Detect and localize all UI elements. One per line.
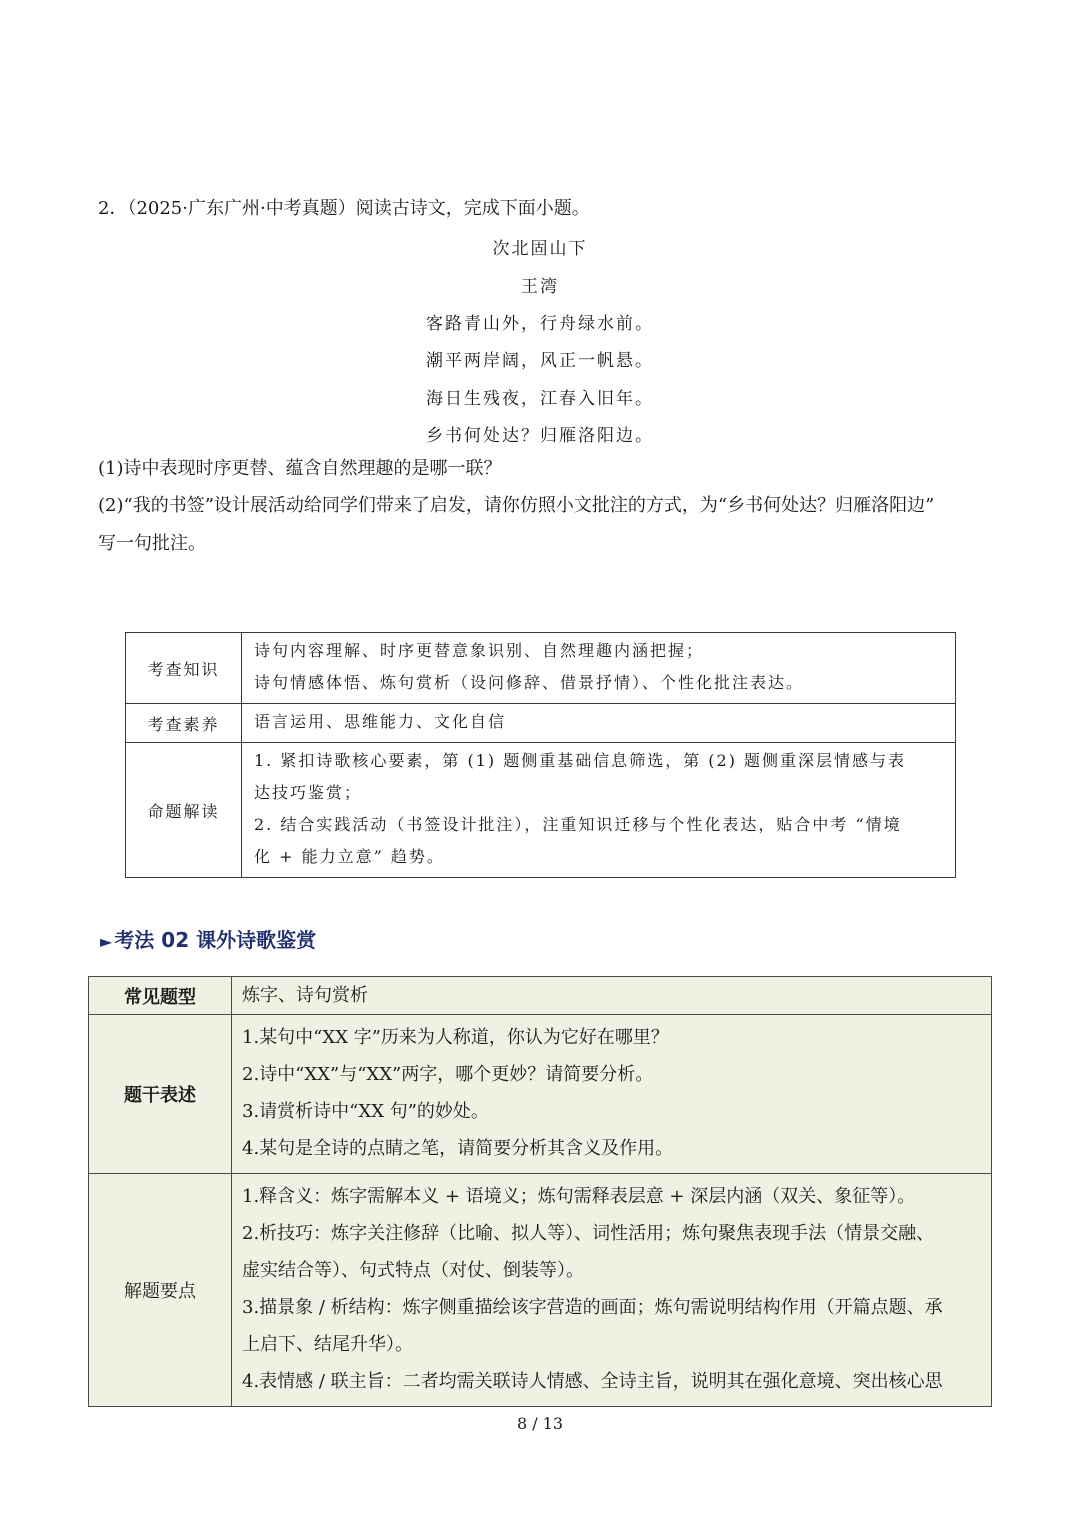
table-row <box>89 1174 992 1407</box>
content-line: 1.某句中“XX 字”历来为人称道，你认为它好在哪里？ <box>242 1027 669 1048</box>
poem-line: 潮平两岸阔，风正一帆悬。 <box>426 351 654 371</box>
row-label: 考查素养 <box>126 704 242 743</box>
row-content <box>242 633 956 704</box>
table-row <box>89 977 992 1015</box>
content-line: 4.表情感 / 联主旨：二者均需关联诗人情感、全诗主旨，说明其在强化意境、突出核心思 <box>242 1371 943 1392</box>
table-row <box>126 743 956 878</box>
poem-title: 次北固山下 <box>492 239 588 259</box>
sub-question-2-cont: 写一句批注。 <box>98 533 206 554</box>
content-line: 4.某句是全诗的点睛之笔，请简要分析其含义及作用。 <box>242 1138 674 1159</box>
triangle-marker-icon: ► <box>100 932 113 951</box>
analysis-table <box>125 632 956 878</box>
sub-question-2: (2)“我的书签”设计展活动给同学们带来了启发，请你仿照小文批注的方式，为“乡书何处达？归雁洛阳边” <box>98 495 935 516</box>
row-label: 命题解读 <box>126 743 242 878</box>
content-line: 3.请赏析诗中“XX 句”的妙处。 <box>242 1101 489 1122</box>
content-line: 诗句情感体悟、炼句赏析（设问修辞、借景抒情）、个性化批注表达。 <box>254 673 805 692</box>
poem-line: 海日生残夜，江春入旧年。 <box>426 389 654 409</box>
content-line: 虚实结合等）、句式特点（对仗、倒装等）。 <box>242 1260 584 1281</box>
row-label: 解题要点 <box>89 1174 232 1407</box>
row-content <box>242 743 956 878</box>
sub-question-1: (1)诗中表现时序更替、蕴含自然理趣的是哪一联？ <box>98 458 502 479</box>
question-header: 2．（2025·广东广州·中考真题）阅读古诗文，完成下面小题。 <box>98 198 590 219</box>
content-line: 3.描景象 / 析结构：炼字侧重描绘该字营造的画面；炼句需说明结构作用（开篇点题、承 <box>242 1297 943 1318</box>
poem-line: 乡书何处达？归雁洛阳边。 <box>426 426 654 446</box>
row-label: 考查知识 <box>126 633 242 704</box>
row-content <box>242 704 956 743</box>
content-line: 2. 结合实践活动（书签设计批注），注重知识迁移与个性化表达，贴合中考 “情境 <box>254 815 902 834</box>
content-line: 1. 紧扣诗歌核心要素，第 (1) 题侧重基础信息筛选，第 (2) 题侧重深层情感与表 <box>254 751 907 770</box>
poem-line: 客路青山外，行舟绿水前。 <box>426 314 654 334</box>
content-line: 语言运用、思维能力、文化自信 <box>254 712 507 731</box>
content-line: 上启下、结尾升华）。 <box>242 1334 413 1355</box>
section-title-text: 考法 02 课外诗歌鉴赏 <box>114 928 317 952</box>
row-content <box>232 977 992 1015</box>
page-indicator: 8 / 13 <box>516 1414 564 1433</box>
content-line: 达技巧鉴赏； <box>254 783 363 802</box>
content-line: 1.释含义：炼字需解本义 + 语境义；炼句需释表层意 + 深层内涵（双关、象征等）。 <box>242 1186 916 1207</box>
row-content <box>232 1015 992 1174</box>
content-line: 2.析技巧：炼字关注修辞（比喻、拟人等）、词性活用；炼句聚焦表现手法（情景交融、 <box>242 1223 935 1244</box>
content-line: 2.诗中“XX”与“XX”两字，哪个更妙？请简要分析。 <box>242 1064 654 1085</box>
content-line: 化 + 能力立意” 趋势。 <box>254 847 445 866</box>
row-label: 常见题型 <box>89 977 232 1015</box>
section-title <box>100 924 316 953</box>
table-row <box>126 633 956 704</box>
content-line: 炼字、诗句赏析 <box>242 985 368 1006</box>
method-table <box>88 976 992 1407</box>
table-row <box>126 704 956 743</box>
poem-author: 王湾 <box>521 277 559 297</box>
row-label: 题干表述 <box>89 1015 232 1174</box>
table-row <box>89 1015 992 1174</box>
row-content <box>232 1174 992 1407</box>
content-line: 诗句内容理解、时序更替意象识别、自然理趣内涵把握； <box>254 641 705 660</box>
